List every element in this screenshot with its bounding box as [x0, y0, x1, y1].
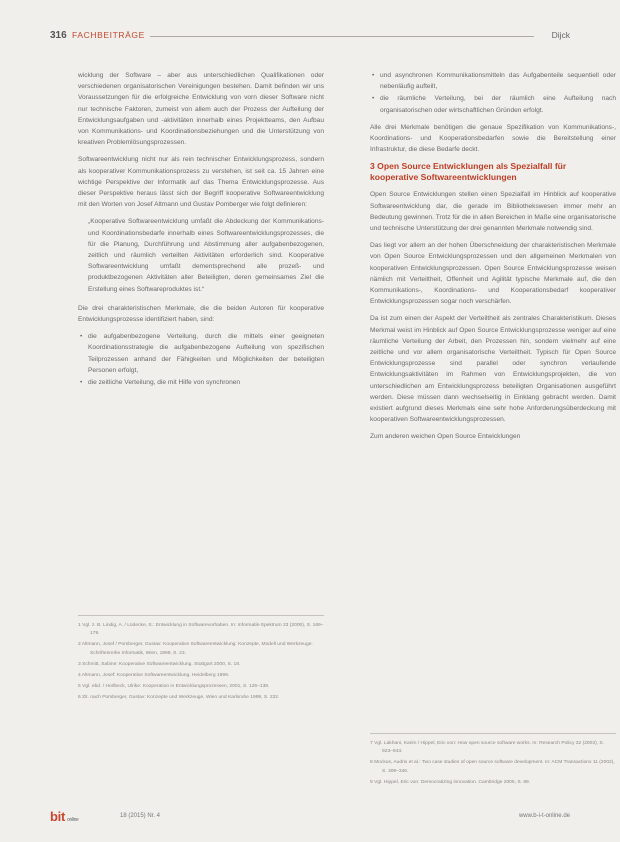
footnote: 2 Altmann, Josef / Pomberger, Gustav: Kooperative Softwareentwicklung: Konzepte, Modell und Werkzeuge. Schriftenreihe Informatik, Wien, 1999, S. 23.	[78, 642, 313, 656]
footer-url: www.b-i-t-online.de	[518, 813, 570, 819]
list-item: • die räumliche Verteilung, bei der räumlich eine Aufteilung nach organisatorischen oder wirtschaftlichen Gründen erfolgt.	[380, 93, 616, 115]
header-rule	[150, 36, 534, 37]
footnotes-left	[78, 615, 324, 706]
bullet-list	[78, 331, 324, 388]
footnote: 6 Zit. nach Pomberger, Gustav: Konzepte und Werkzeuge, Wien und Karlsruhe 1999, S. 232.	[78, 695, 280, 701]
body-paragraph: Open Source Entwicklungen stellen einen Spezialfall im Hinblick auf kooperative Softwareentwicklung dar, die gerade im Bibliothekswesen immer mehr an Bedeutung gewinnen. Trotz für die in allen Bereichen in Maße eine organisatorische und technische Unterstützung der drei genannten Merkmale notwendig sind.	[370, 191, 616, 233]
logo-text: bit	[50, 809, 65, 824]
body-paragraph: Da ist zum einen der Aspekt der Verteiltheit als zentrales Charakteristikum. Dieses Merkmal weist im Hinblick auf Open Source Entwicklungsprozesse weniger auf eine räumliche Verteilung der Arbeit, den Prozessen hin, sondern vielmehr auf eine zeitliche und vor allem organisatorische Verteiltheit. Typisch für Open Source Entwicklungsprozesse sind parallel oder synchron verlaufende Entwicklungsaktivitäten im Rahmen von Entwicklungsprojekten, die von unterschiedlichen am Entwicklungsprozess beteiligten Organisationen ausgeführt werden. Diese müssen dann wechselseitig in Einklang gebracht werden. Damit existiert aufgrund dieses Merkmals eine sehr hohe Anforderungsüberdeckung mit kooperativen Softwareentwicklungsprozessen.	[370, 315, 616, 424]
section-heading: 3 Open Source Entwicklungen als Spezialfall für kooperative Softwareentwicklungen	[370, 161, 567, 183]
section-label: FACHBEITRÄGE	[72, 30, 145, 40]
page-footer	[50, 811, 570, 825]
bit-online-logo	[50, 809, 79, 824]
footnote: 5 Vgl. ebd. / Horlbeck, Ulrike: Kooperation in Entwicklungsprozessen, 2001, S. 125–138.	[78, 684, 270, 690]
list-item: • die zeitliche Verteilung, die mit Hilfe von synchronen	[88, 377, 324, 388]
footnotes-right	[370, 733, 616, 790]
logo-suffix: online	[66, 817, 79, 823]
page-number: 316	[50, 30, 67, 41]
footnote: 8 Mockus, Audris et al.: Two case studies of open source software development. In: ACM Transactions 11 (2002), S. 309–346.	[370, 760, 615, 774]
footnote: 4 Altmann, Josef: Kooperative Softwareentwicklung. Heidelberg 1999.	[78, 673, 230, 679]
footnote: 3 Schmitt, Sabine: Kooperative Softwareentwicklung. Stuttgart 2000, S. 18.	[78, 661, 241, 667]
list-item: • die aufgabenbezogene Verteilung, durch die mittels einer geeigneten Koordinationsstrategie die aufgabenbezogene Aufteilung von spezifischen Teilprozessen anhand der Fähigkeiten und Möglichkeiten der beteiligten Personen erfolgt,	[88, 331, 324, 376]
footnote: 9 Vgl. Hippel, Eric von: Democratizing innovation. Cambridge 2005, S. 89.	[370, 779, 531, 785]
list-item-continued: • und asynchronen Kommunikationsmitteln das Aufgabenteile sequentiell oder nebenläufig aufteilt,	[380, 70, 616, 92]
body-paragraph: Das liegt vor allem an der hohen Überschneidung der charakteristischen Merkmale von Open Source Entwicklungsprozessen und den allgemeinen Merkmalen von kooperativen Entwicklungsprozessen. Open Source Entwicklungsprozesse weisen nämlich mit Verteiltheit, Offenheit und Agilität typische Merkmale auf, die den Kommunikations-, Koordinations- und Kooperationsbedarf kooperativer Entwicklungsprozessen sogar noch verschärfen.	[370, 242, 616, 306]
header-author: Dijck	[551, 30, 570, 40]
body-paragraph: Softwareentwicklung nicht nur als rein technischer Entwicklungsprozess, sondern als kooperativer Kommunikationsprozess zu verstehen, ist seit ca. 15 Jahren eine wichtige Perspektive der Informatik auf das Thema Entwicklungsprozesse. Aus dieser Perspektive heraus lässt sich der Begriff kooperative Softwareentwicklung mit den Worten von Josef Altmann und Gustav Pomberger wie folgt definieren:	[78, 156, 324, 209]
body-paragraph: wicklung der Software – aber aus unterschiedlichen Qualifikationen oder verschiedenen organisatorischen Vereinigungen bestehen. Damit befinden wir uns Voraussetzungen für die erfolgreiche Entwicklung von vorn dieser Software nicht nur technische Faktoren, zumeist von allem auch der Prozess der Aufteilung der Entwicklungsaufgaben und -aktivitäten innerhalb eines Projektteams, den Aufbau von Kommunikations- und Koordinationsbeziehungen und die Unterstützung von kreativen Problemlösungsprozessen.	[78, 72, 324, 147]
block-quote: „Kooperative Softwareentwicklung umfaßt die Abdeckung der Kommunikations- und Koordinationsbedarfe innerhalb eines Softwareentwicklungsprozesses, die für die Planung, Durchführung und Abstimmung aller aufgabenbezogenen, zeitlich und räumlich verteilten Aktivitäten erforderlich sind. Kooperative Softwareentwicklung umfaßt dementsprechend alle prozeß- und produktbezogenen Aktivitäten aller Beteiligten, deren gemeinsames Ziel die Erstellung eines Softwareproduktes ist.“	[88, 218, 324, 293]
right-column	[370, 70, 616, 449]
body-paragraph: Alle drei Merkmale benötigen die genaue Spezifikation von Kommunikations-, Koordinations- und Kooperationsbedarfen sowie die Bereitstellung einer Infrastruktur, die diese Bedarfe deckt.	[370, 123, 616, 154]
body-paragraph: Zum anderen weichen Open Source Entwicklungen	[370, 433, 521, 441]
footnote: 1 Vgl. z. B. Lindig, A. / Lüdecke, S.: Entwicklung in Softwarevorhaben. In: Informatik-Spektrum 23 (2000), S. 169–179.	[78, 623, 324, 637]
left-column	[78, 70, 324, 394]
body-paragraph: Die drei charakteristischen Merkmale, die die beiden Autoren für kooperative Entwicklungsprozesse identifiziert haben, sind:	[78, 304, 324, 324]
footnote: 7 Vgl. Lakhani, Karim / Hippel, Eric von: How open source software works. In: Research Policy 32 (2003), S. 923–943.	[370, 741, 605, 755]
bullet-list	[370, 70, 616, 116]
page-header	[50, 30, 570, 44]
issue-label: 18 (2015) Nr. 4	[120, 813, 161, 819]
